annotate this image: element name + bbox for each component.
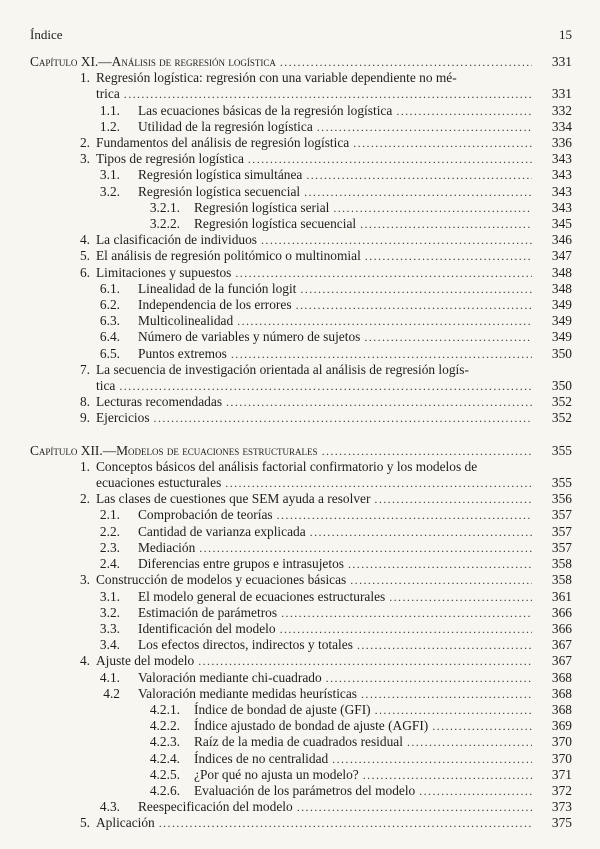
entry-number: 4.1. bbox=[99, 669, 120, 685]
page-number: 346 bbox=[551, 232, 572, 248]
toc-entry bbox=[30, 767, 572, 783]
entry-line bbox=[138, 556, 572, 572]
leader-dots bbox=[119, 378, 532, 394]
entry-text: Valoración mediante medidas heurísticas bbox=[138, 685, 358, 701]
entry-text: Tipos de regresión logística bbox=[96, 151, 244, 167]
entry-line bbox=[138, 799, 572, 815]
entry-line bbox=[138, 686, 572, 702]
page-number: 357 bbox=[551, 539, 572, 555]
header-page-number: 15 bbox=[559, 27, 572, 42]
entry-line bbox=[194, 767, 572, 783]
page-number: 347 bbox=[551, 248, 572, 264]
entry-text: Linealidad de la función logit bbox=[138, 280, 297, 296]
leader-dots bbox=[419, 783, 532, 799]
toc-entry bbox=[30, 135, 572, 151]
page-number: 370 bbox=[551, 734, 572, 750]
toc-entry bbox=[30, 605, 572, 621]
table-of-contents bbox=[30, 54, 572, 832]
leader-dots bbox=[154, 410, 532, 426]
entry-line bbox=[194, 216, 572, 232]
toc-entry bbox=[30, 572, 572, 588]
entry-number: 6.2. bbox=[99, 297, 120, 313]
entry-text-continued: ecuaciones estucturales bbox=[96, 475, 222, 491]
page-number: 355 bbox=[551, 442, 572, 458]
entry-text: El modelo general de ecuaciones estructurales bbox=[138, 588, 386, 604]
entry-line bbox=[96, 815, 572, 831]
entry-text: Lecturas recomendadas bbox=[96, 394, 223, 410]
page-number: 370 bbox=[551, 750, 572, 766]
page-number: 369 bbox=[551, 718, 572, 734]
leader-dots bbox=[364, 329, 532, 345]
entry-text: Regresión logística secuencial bbox=[138, 183, 301, 199]
chapter-heading bbox=[30, 54, 572, 70]
toc-entry bbox=[30, 459, 572, 491]
entry-text: Identificación del modelo bbox=[138, 620, 276, 636]
entry-number: 2.1. bbox=[99, 507, 120, 523]
entry-line bbox=[138, 507, 572, 523]
entry-line bbox=[96, 135, 572, 151]
entry-line bbox=[138, 313, 572, 329]
page-number: 366 bbox=[551, 620, 572, 636]
entry-text: Utilidad de la regresión logística bbox=[138, 118, 313, 134]
toc-entry bbox=[30, 216, 572, 232]
leader-dots bbox=[231, 346, 532, 362]
page-number: 368 bbox=[551, 701, 572, 717]
leader-dots bbox=[300, 281, 532, 297]
entry-number: 5. bbox=[79, 248, 90, 264]
entry-number: 2. bbox=[79, 491, 90, 507]
entry-line bbox=[96, 378, 572, 394]
entry-text: Valoración mediante chi-cuadrado bbox=[138, 669, 322, 685]
entry-number: 1.1. bbox=[99, 102, 120, 118]
toc-entry bbox=[30, 637, 572, 653]
entry-line bbox=[194, 718, 572, 734]
page-number: 361 bbox=[551, 588, 572, 604]
page-number: 366 bbox=[551, 604, 572, 620]
page-number: 345 bbox=[551, 216, 572, 232]
entry-line bbox=[96, 491, 572, 507]
entry-number: 2.2. bbox=[99, 523, 120, 539]
leader-dots bbox=[348, 556, 532, 572]
toc-entry bbox=[30, 799, 572, 815]
leader-dots bbox=[306, 167, 532, 183]
entry-text: Raíz de la media de cuadrados residual bbox=[194, 734, 403, 750]
page-number: 371 bbox=[551, 766, 572, 782]
leader-dots bbox=[280, 621, 532, 637]
chapter-gap bbox=[30, 427, 572, 443]
entry-text: Las ecuaciones básicas de la regresión logística bbox=[138, 102, 393, 118]
toc-entry bbox=[30, 103, 572, 119]
entry-line bbox=[96, 265, 572, 281]
page-number: 343 bbox=[551, 199, 572, 215]
entry-line bbox=[138, 184, 572, 200]
entry-number: 3. bbox=[79, 572, 90, 588]
entry-line bbox=[138, 329, 572, 345]
page-number: 375 bbox=[551, 815, 572, 831]
toc-entry bbox=[30, 329, 572, 345]
entry-text-continued: trica bbox=[96, 86, 120, 102]
toc-entry bbox=[30, 70, 572, 102]
page-number: 348 bbox=[551, 264, 572, 280]
entry-line bbox=[138, 621, 572, 637]
page-number: 350 bbox=[551, 345, 572, 361]
leader-dots bbox=[350, 572, 532, 588]
entry-text: La secuencia de investigación orientada al análisis de regresión logís- bbox=[96, 361, 469, 377]
chapter-line bbox=[30, 54, 572, 70]
entry-text: Comprobación de teorías bbox=[138, 507, 273, 523]
entry-text: Reespecificación del modelo bbox=[138, 799, 293, 815]
entry-text: La clasificación de individuos bbox=[96, 232, 258, 248]
entry-line bbox=[96, 475, 572, 491]
entry-text: Limitaciones y supuestos bbox=[96, 264, 232, 280]
leader-dots bbox=[396, 103, 532, 119]
leader-dots bbox=[261, 232, 532, 248]
leader-dots bbox=[353, 135, 532, 151]
page-number: 368 bbox=[551, 669, 572, 685]
entry-text: Construcción de modelos y ecuaciones básicas bbox=[96, 572, 347, 588]
entry-text: Índice ajustado de bondad de ajuste (AGFI) bbox=[194, 718, 429, 734]
entry-line bbox=[96, 394, 572, 410]
entry-number: 4.2 bbox=[103, 685, 120, 701]
entry-number: 3.2.2. bbox=[149, 216, 180, 232]
chapter-label: Capítulo XII.— bbox=[30, 442, 117, 458]
entry-line bbox=[96, 410, 572, 426]
page-number: 343 bbox=[551, 183, 572, 199]
page-number: 348 bbox=[551, 280, 572, 296]
entry-number: 6.4. bbox=[99, 329, 120, 345]
entry-text: Conceptos básicos del análisis factorial confirmatorio y los modelos de bbox=[96, 458, 478, 474]
chapter-line bbox=[30, 443, 572, 459]
entry-text: Índice de bondad de ajuste (GFI) bbox=[194, 701, 371, 717]
chapter-title bbox=[30, 443, 318, 459]
entry-text: Aplicación bbox=[96, 815, 155, 831]
toc-entry bbox=[30, 815, 572, 831]
toc-entry bbox=[30, 410, 572, 426]
leader-dots bbox=[297, 799, 532, 815]
leader-dots bbox=[374, 491, 532, 507]
page-number: 355 bbox=[551, 475, 572, 491]
leader-dots bbox=[361, 686, 532, 702]
toc-entry bbox=[30, 783, 572, 799]
entry-number: 3.4. bbox=[99, 637, 120, 653]
leader-dots bbox=[326, 670, 532, 686]
entry-number: 4.2.3. bbox=[149, 734, 180, 750]
leader-dots bbox=[281, 605, 532, 621]
entry-number: 6. bbox=[79, 264, 90, 280]
leader-dots bbox=[226, 394, 532, 410]
toc-entry bbox=[30, 184, 572, 200]
entry-number: 3. bbox=[79, 151, 90, 167]
leader-dots bbox=[317, 119, 532, 135]
entry-line bbox=[96, 572, 572, 588]
entry-text: Evaluación de los parámetros del modelo bbox=[194, 782, 416, 798]
entry-number: 1. bbox=[79, 70, 90, 86]
entry-line bbox=[96, 653, 572, 669]
toc-entry bbox=[30, 362, 572, 394]
toc-entry bbox=[30, 653, 572, 669]
page-number: 357 bbox=[551, 523, 572, 539]
entry-line bbox=[138, 119, 572, 135]
entry-number: 5. bbox=[79, 815, 90, 831]
entry-line bbox=[138, 297, 572, 313]
page-number: 332 bbox=[551, 102, 572, 118]
entry-line bbox=[138, 670, 572, 686]
entry-line bbox=[96, 86, 572, 102]
leader-dots bbox=[310, 524, 532, 540]
leader-dots bbox=[360, 216, 532, 232]
page-number: 334 bbox=[551, 118, 572, 134]
page-number: 373 bbox=[551, 799, 572, 815]
leader-dots bbox=[198, 653, 532, 669]
toc-entry bbox=[30, 151, 572, 167]
leader-dots bbox=[199, 540, 532, 556]
leader-dots bbox=[375, 702, 532, 718]
entry-number: 4. bbox=[79, 232, 90, 248]
page-number: 367 bbox=[551, 637, 572, 653]
entry-number: 6.5. bbox=[99, 345, 120, 361]
page-number: 350 bbox=[551, 378, 572, 394]
toc-entry bbox=[30, 621, 572, 637]
leader-dots bbox=[322, 443, 532, 459]
entry-line bbox=[194, 783, 572, 799]
toc-entry bbox=[30, 265, 572, 281]
entry-line bbox=[138, 281, 572, 297]
entry-number: 4.2.2. bbox=[149, 718, 180, 734]
entry-text: Regresión logística simultánea bbox=[138, 167, 303, 183]
entry-line bbox=[138, 346, 572, 362]
toc-entry bbox=[30, 394, 572, 410]
toc-entry bbox=[30, 200, 572, 216]
entry-number: 3.2.1. bbox=[149, 199, 180, 215]
page-number: 358 bbox=[551, 556, 572, 572]
entry-number: 4. bbox=[79, 653, 90, 669]
entry-number: 6.1. bbox=[99, 280, 120, 296]
entry-text: Las clases de cuestiones que SEM ayuda a resolver bbox=[96, 491, 371, 507]
entry-number: 7. bbox=[79, 361, 90, 377]
entry-text: Cantidad de varianza explicada bbox=[138, 523, 306, 539]
entry-line bbox=[138, 167, 572, 183]
entry-number: 8. bbox=[79, 394, 90, 410]
entry-line bbox=[194, 734, 572, 750]
entry-text: Puntos extremos bbox=[138, 345, 227, 361]
toc-entry bbox=[30, 686, 572, 702]
entry-text: Ajuste del modelo bbox=[96, 653, 195, 669]
toc-entry bbox=[30, 491, 572, 507]
leader-dots bbox=[280, 54, 532, 70]
entry-text: Estimación de parámetros bbox=[138, 604, 278, 620]
page-number: 356 bbox=[551, 491, 572, 507]
leader-dots bbox=[357, 637, 532, 653]
toc-entry bbox=[30, 524, 572, 540]
page-number: 336 bbox=[551, 135, 572, 151]
toc-entry bbox=[30, 507, 572, 523]
toc-entry bbox=[30, 540, 572, 556]
entry-text: Índices de no centralidad bbox=[194, 750, 329, 766]
page-number: 368 bbox=[551, 685, 572, 701]
entry-number: 2. bbox=[79, 135, 90, 151]
page-number: 358 bbox=[551, 572, 572, 588]
running-header bbox=[30, 27, 572, 43]
leader-dots bbox=[235, 265, 532, 281]
entry-number: 3.2. bbox=[99, 183, 120, 199]
entry-number: 4.2.1. bbox=[149, 701, 180, 717]
entry-number: 3.1. bbox=[99, 167, 120, 183]
entry-text: Regresión logística serial bbox=[194, 199, 330, 215]
toc-entry bbox=[30, 670, 572, 686]
entry-number: 2.4. bbox=[99, 556, 120, 572]
entry-line bbox=[138, 637, 572, 653]
leader-dots bbox=[332, 751, 532, 767]
entry-line bbox=[96, 232, 572, 248]
toc-entry bbox=[30, 119, 572, 135]
page-number: 331 bbox=[551, 54, 572, 69]
page-number: 352 bbox=[551, 394, 572, 410]
toc-entry bbox=[30, 313, 572, 329]
entry-line bbox=[138, 589, 572, 605]
entry-text-continued: tica bbox=[96, 378, 116, 394]
leader-dots bbox=[304, 184, 532, 200]
page-number: 349 bbox=[551, 329, 572, 345]
leader-dots bbox=[277, 507, 532, 523]
entry-text: Fundamentos del análisis de regresión logística bbox=[96, 135, 350, 151]
toc-entry bbox=[30, 702, 572, 718]
leader-dots bbox=[248, 151, 532, 167]
chapter-name: Modelos de ecuaciones estructurales bbox=[116, 442, 318, 458]
toc-entry bbox=[30, 248, 572, 264]
entry-number: 4.2.6. bbox=[149, 782, 180, 798]
leader-dots bbox=[363, 767, 532, 783]
leader-dots bbox=[333, 200, 532, 216]
page-number: 352 bbox=[551, 410, 572, 426]
entry-line bbox=[96, 151, 572, 167]
leader-dots bbox=[365, 248, 532, 264]
entry-text: Regresión logística: regresión con una variable dependiente no mé- bbox=[96, 70, 457, 86]
page-number: 357 bbox=[551, 507, 572, 523]
entry-line bbox=[194, 702, 572, 718]
entry-number: 3.1. bbox=[99, 588, 120, 604]
entry-text: Regresión logística secuencial bbox=[194, 216, 357, 232]
leader-dots bbox=[432, 718, 532, 734]
page-number: 331 bbox=[551, 86, 572, 102]
toc-entry bbox=[30, 751, 572, 767]
chapter-name: Análisis de regresión logística bbox=[111, 54, 276, 69]
toc-entry bbox=[30, 297, 572, 313]
entry-number: 9. bbox=[79, 410, 90, 426]
entry-number: 3.3. bbox=[99, 620, 120, 636]
entry-text: Independencia de los errores bbox=[138, 297, 292, 313]
entry-line bbox=[194, 751, 572, 767]
page-number: 343 bbox=[551, 151, 572, 167]
entry-text: Diferencias entre grupos e intrasujetos bbox=[138, 556, 344, 572]
chapter-label: Capítulo XI.— bbox=[30, 54, 112, 69]
entry-line bbox=[194, 200, 572, 216]
entry-number: 3.2. bbox=[99, 604, 120, 620]
toc-entry bbox=[30, 734, 572, 750]
page-number: 349 bbox=[551, 313, 572, 329]
entry-text: Ejercicios bbox=[96, 410, 150, 426]
chapter-heading bbox=[30, 443, 572, 459]
toc-entry bbox=[30, 281, 572, 297]
page-number: 349 bbox=[551, 297, 572, 313]
entry-text: Número de variables y número de sujetos bbox=[138, 329, 361, 345]
entry-number: 2.3. bbox=[99, 539, 120, 555]
page-number: 367 bbox=[551, 653, 572, 669]
entry-line bbox=[96, 248, 572, 264]
page-number: 372 bbox=[551, 782, 572, 798]
entry-number: 4.2.5. bbox=[149, 766, 180, 782]
entry-number: 1. bbox=[79, 458, 90, 474]
header-section-title: Índice bbox=[30, 27, 63, 42]
leader-dots bbox=[407, 734, 532, 750]
entry-number: 6.3. bbox=[99, 313, 120, 329]
entry-text: Los efectos directos, indirectos y totales bbox=[138, 637, 353, 653]
entry-line bbox=[138, 540, 572, 556]
entry-text: ¿Por qué no ajusta un modelo? bbox=[194, 766, 359, 782]
entry-number: 4.2.4. bbox=[149, 750, 180, 766]
entry-number: 4.3. bbox=[99, 799, 120, 815]
page-number: 343 bbox=[551, 167, 572, 183]
toc-entry bbox=[30, 167, 572, 183]
entry-text: El análisis de regresión politómico o multinomial bbox=[96, 248, 361, 264]
leader-dots bbox=[389, 589, 532, 605]
entry-line bbox=[138, 605, 572, 621]
toc-entry bbox=[30, 346, 572, 362]
chapter-title bbox=[30, 54, 276, 70]
leader-dots bbox=[124, 86, 532, 102]
toc-entry bbox=[30, 589, 572, 605]
leader-dots bbox=[296, 297, 532, 313]
toc-entry bbox=[30, 556, 572, 572]
entry-line bbox=[138, 524, 572, 540]
entry-text: Mediación bbox=[138, 539, 196, 555]
toc-entry bbox=[30, 718, 572, 734]
leader-dots bbox=[225, 475, 532, 491]
leader-dots bbox=[159, 815, 532, 831]
toc-entry bbox=[30, 232, 572, 248]
entry-text: Multicolinealidad bbox=[138, 313, 234, 329]
entry-line bbox=[138, 103, 572, 119]
leader-dots bbox=[237, 313, 532, 329]
entry-number: 1.2. bbox=[99, 118, 120, 134]
